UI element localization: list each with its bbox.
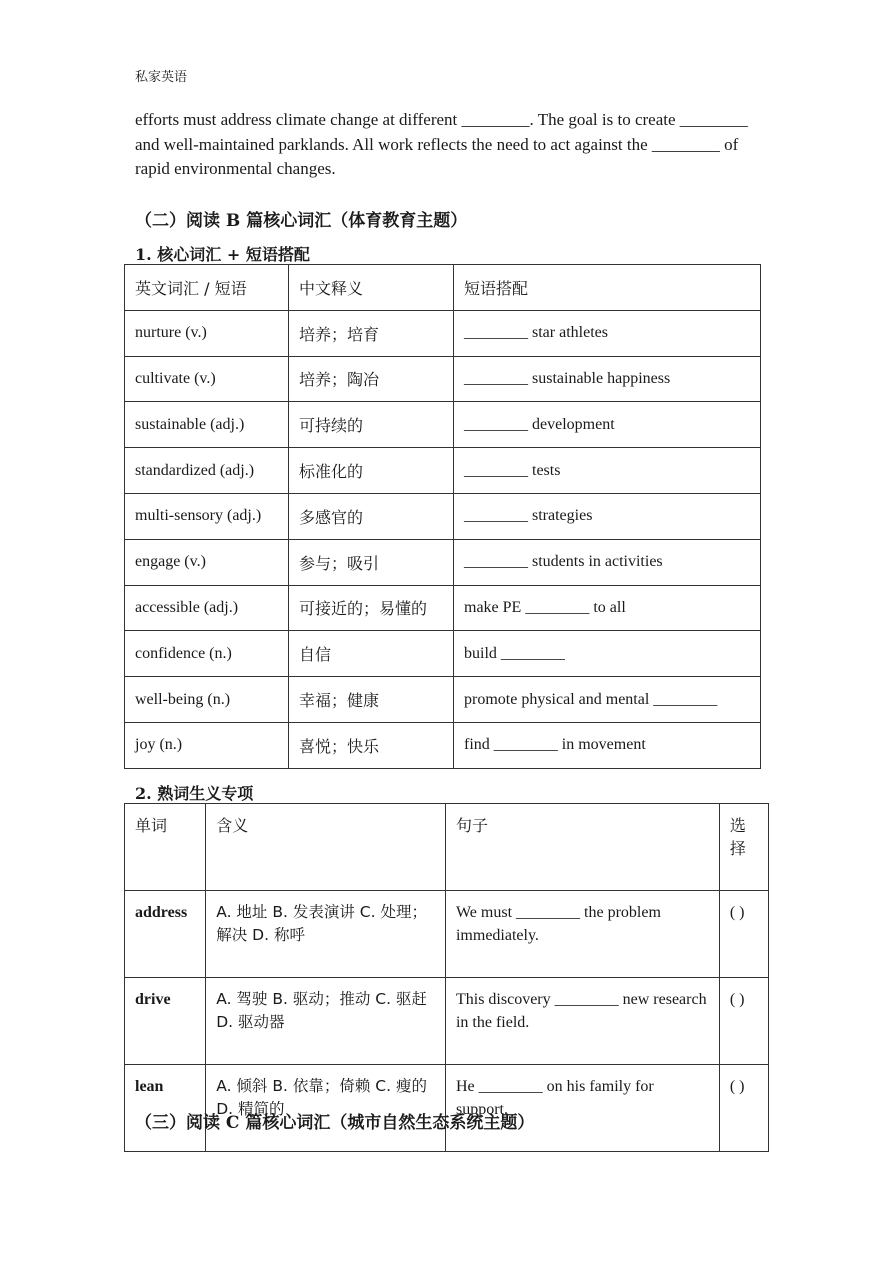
polysemy-meanings: A. 地址 B. 发表演讲 C. 处理；解决 D. 称呼 xyxy=(206,891,446,978)
vocab-phrase: ________ development xyxy=(454,402,761,448)
page-header-brand: 私家英语 xyxy=(135,70,188,85)
vocab-header-meaning: 中文释义 xyxy=(289,265,454,311)
vocab-phrase: promote physical and mental ________ xyxy=(454,677,761,723)
vocab-table-title: 1. 核心词汇 + 短语搭配 xyxy=(135,245,310,264)
vocab-meaning: 幸福；健康 xyxy=(289,677,454,723)
polysemy-table xyxy=(124,803,769,1152)
section-c-title: （三）阅读 C 篇核心词汇（城市自然生态系统主题） xyxy=(135,1113,535,1133)
polysemy-sentence: This discovery ________ new research in the field. xyxy=(445,978,719,1065)
vocab-meaning: 自信 xyxy=(289,631,454,677)
intro-paragraph: efforts must address climate change at different ________. The goal is to create ________ and well-maintained parklands. All work reflects the need to act against the ________ of rapid environmental changes. xyxy=(135,110,748,178)
polysemy-word: drive xyxy=(125,978,206,1065)
vocab-word: well-being (n.) xyxy=(125,677,289,723)
polysemy-choice-blank: ( ) xyxy=(719,978,768,1065)
vocab-meaning: 可接近的；易懂的 xyxy=(289,585,454,631)
vocab-table xyxy=(124,264,761,769)
vocab-word: engage (v.) xyxy=(125,539,289,585)
polysemy-header-word: 单词 xyxy=(125,804,206,891)
vocab-word: cultivate (v.) xyxy=(125,356,289,402)
vocab-word: standardized (adj.) xyxy=(125,448,289,494)
polysemy-row xyxy=(125,978,769,1065)
vocab-phrase: ________ star athletes xyxy=(454,310,761,356)
polysemy-word: address xyxy=(125,891,206,978)
vocab-meaning: 标准化的 xyxy=(289,448,454,494)
vocab-phrase: find ________ in movement xyxy=(454,722,761,768)
polysemy-sentence: He ________ on his family for support. xyxy=(445,1065,719,1152)
polysemy-word: lean xyxy=(125,1065,206,1152)
vocab-row xyxy=(125,722,761,768)
polysemy-choice-blank: ( ) xyxy=(719,891,768,978)
vocab-meaning: 喜悦；快乐 xyxy=(289,722,454,768)
vocab-row xyxy=(125,356,761,402)
vocab-meaning: 参与；吸引 xyxy=(289,539,454,585)
vocab-word: sustainable (adj.) xyxy=(125,402,289,448)
vocab-phrase: ________ sustainable happiness xyxy=(454,356,761,402)
vocab-word: accessible (adj.) xyxy=(125,585,289,631)
vocab-row xyxy=(125,585,761,631)
vocab-row xyxy=(125,631,761,677)
polysemy-header-sentence: 句子 xyxy=(445,804,719,891)
polysemy-header-meaning: 含义 xyxy=(206,804,446,891)
vocab-phrase: ________ tests xyxy=(454,448,761,494)
vocab-row xyxy=(125,448,761,494)
polysemy-row xyxy=(125,891,769,978)
polysemy-choice-blank: ( ) xyxy=(719,1065,768,1152)
vocab-word: joy (n.) xyxy=(125,722,289,768)
vocab-header-phrase: 短语搭配 xyxy=(454,265,761,311)
vocab-row xyxy=(125,310,761,356)
vocab-header-row xyxy=(125,265,761,311)
vocab-meaning: 培养；培育 xyxy=(289,310,454,356)
polysemy-sentence: We must ________ the problem immediately. xyxy=(445,891,719,978)
vocab-meaning: 可持续的 xyxy=(289,402,454,448)
polysemy-meanings: A. 驾驶 B. 驱动；推动 C. 驱赶 D. 驱动器 xyxy=(206,978,446,1065)
polysemy-meanings: A. 倾斜 B. 依靠；倚赖 C. 瘦的 D. 精简的 xyxy=(206,1065,446,1152)
polysemy-header-choice: 选择 xyxy=(719,804,768,891)
vocab-word: confidence (n.) xyxy=(125,631,289,677)
vocab-phrase: ________ students in activities xyxy=(454,539,761,585)
vocab-meaning: 多感官的 xyxy=(289,493,454,539)
vocab-row xyxy=(125,402,761,448)
vocab-row xyxy=(125,493,761,539)
polysemy-table-title: 2. 熟词生义专项 xyxy=(135,784,254,803)
vocab-word: nurture (v.) xyxy=(125,310,289,356)
vocab-row xyxy=(125,677,761,723)
vocab-header-word: 英文词汇 / 短语 xyxy=(125,265,289,311)
vocab-phrase: make PE ________ to all xyxy=(454,585,761,631)
vocab-phrase: build ________ xyxy=(454,631,761,677)
polysemy-header-row xyxy=(125,804,769,891)
vocab-phrase: ________ strategies xyxy=(454,493,761,539)
vocab-meaning: 培养；陶冶 xyxy=(289,356,454,402)
section-b-title: （二）阅读 B 篇核心词汇（体育教育主题） xyxy=(135,211,468,231)
vocab-row xyxy=(125,539,761,585)
vocab-word: multi-sensory (adj.) xyxy=(125,493,289,539)
